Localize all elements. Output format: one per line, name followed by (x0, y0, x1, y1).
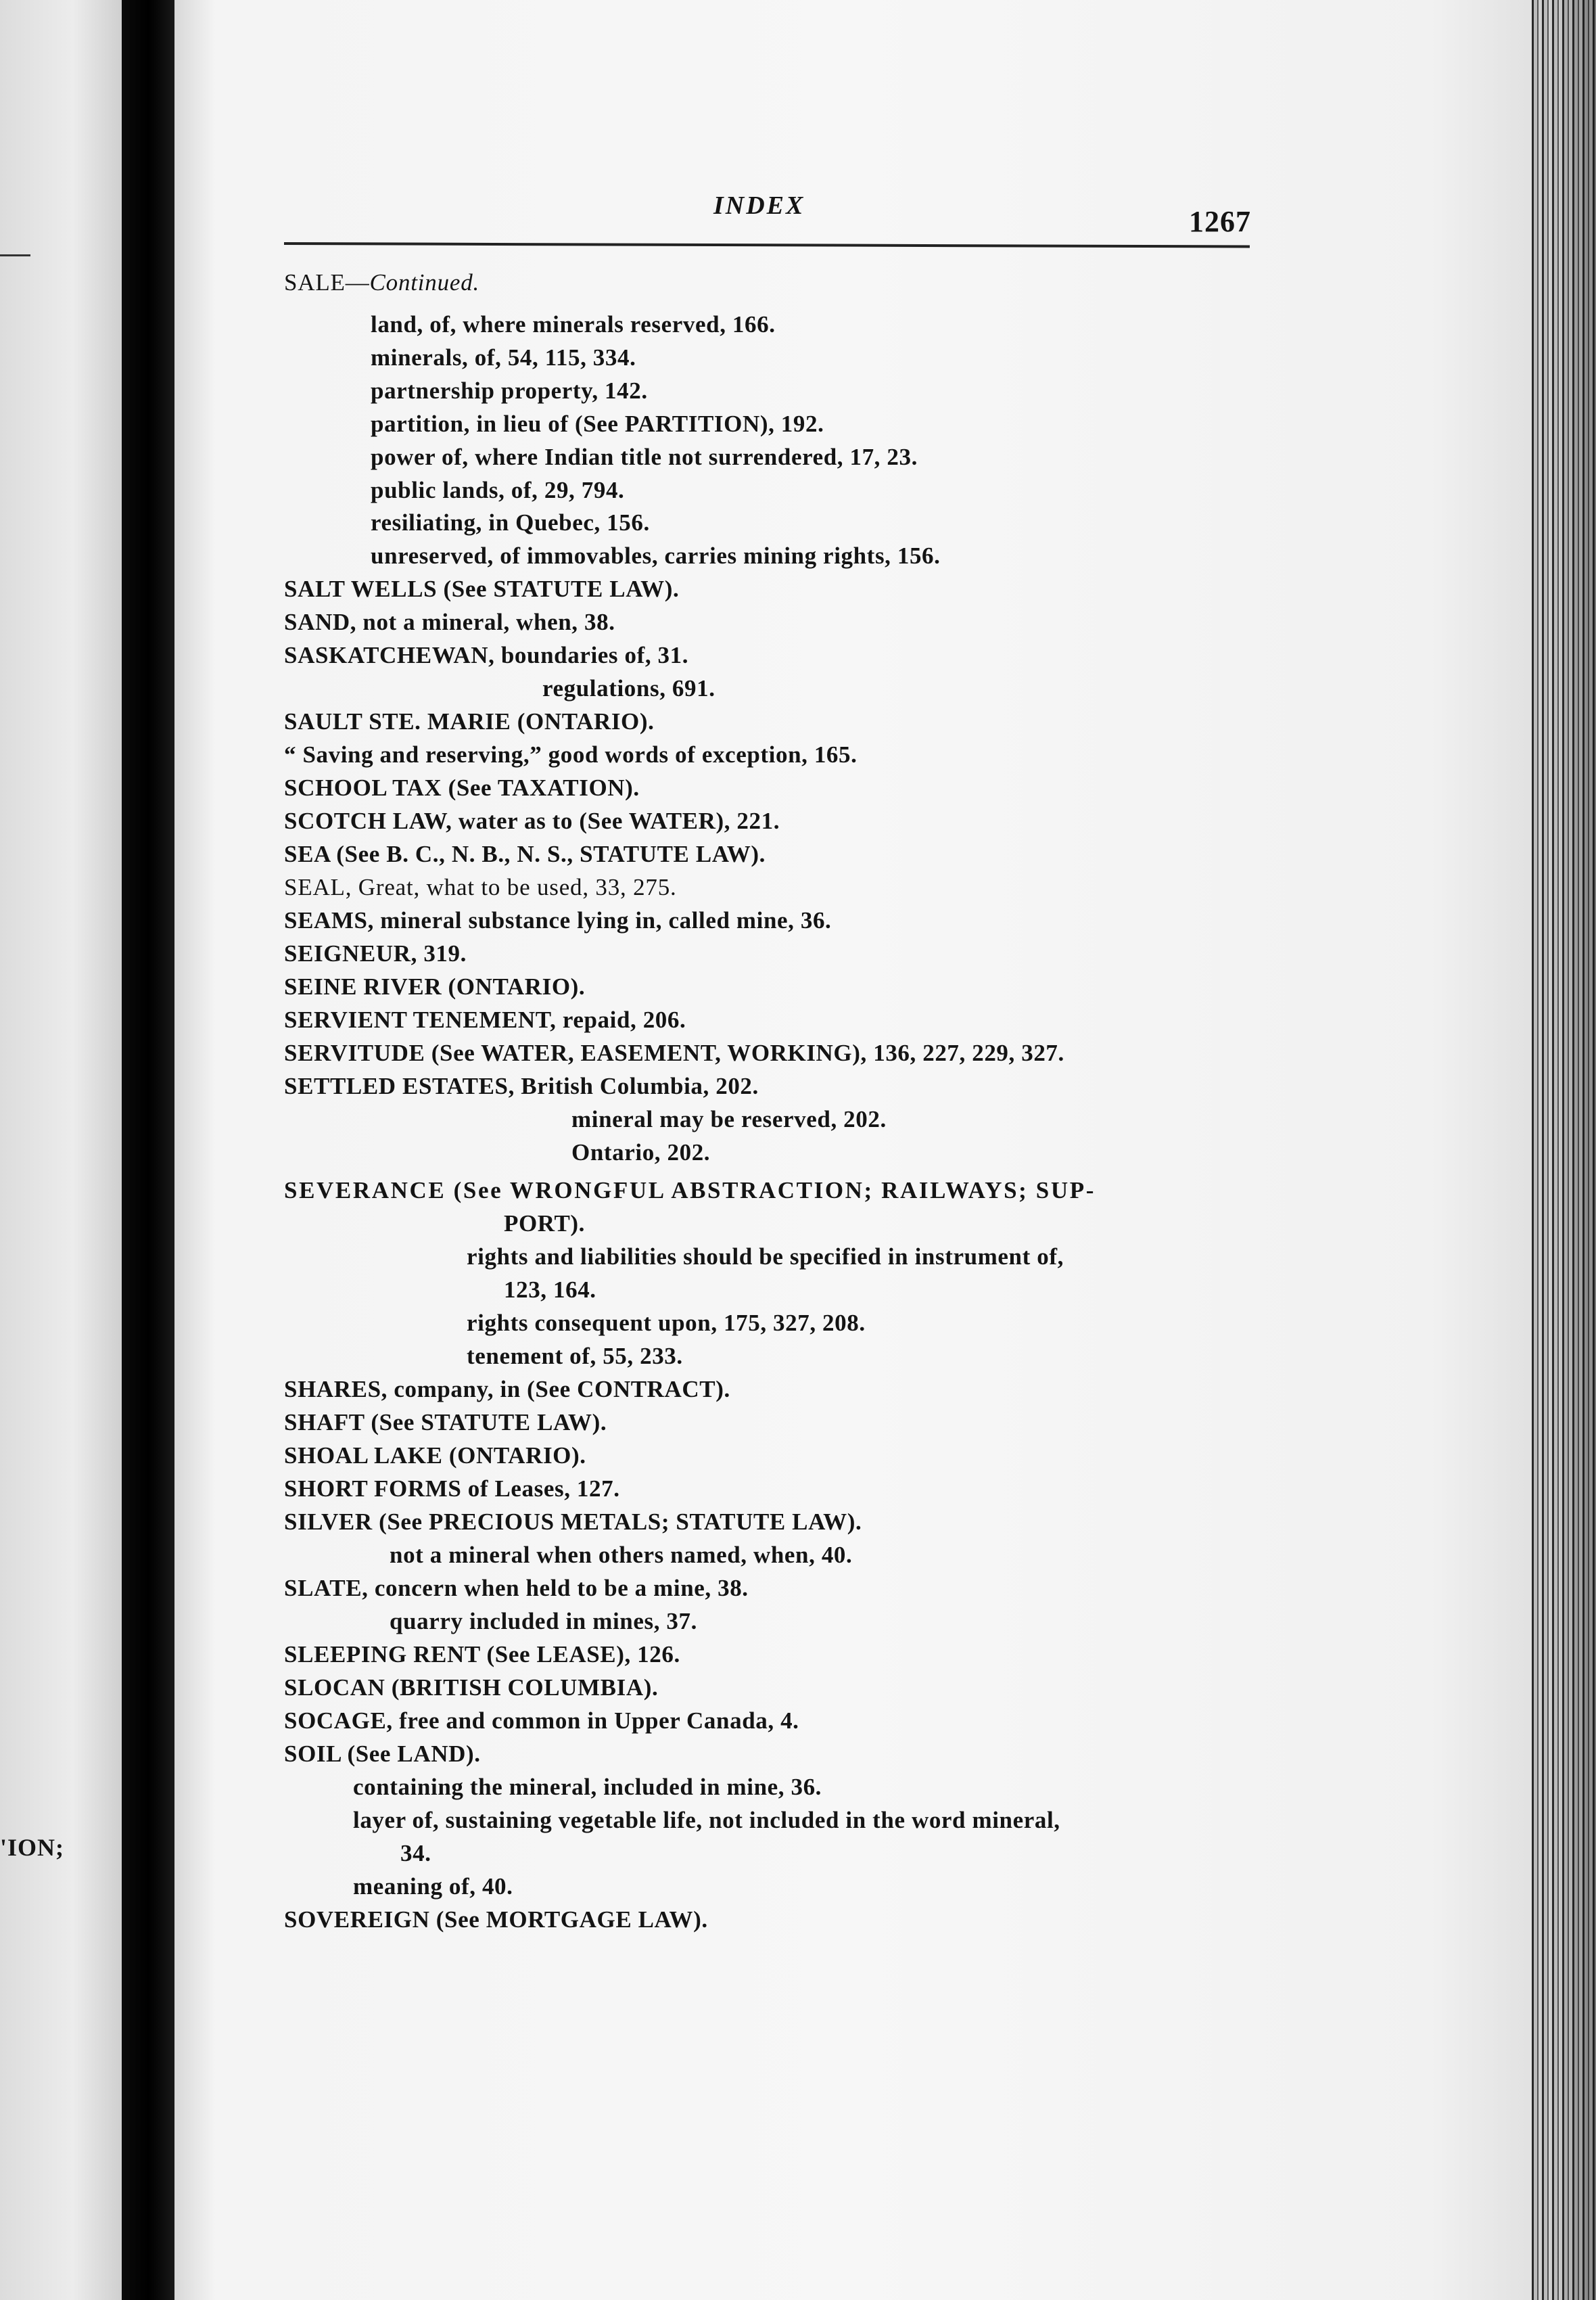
index-heading: SETTLED ESTATES, British Columbia, 202. (284, 1073, 759, 1099)
index-subentry: minerals, of, 54, 115, 334. (371, 344, 636, 371)
index-heading: SAND, not a mineral, when, 38. (284, 609, 615, 635)
index-heading: SLEEPING RENT (See LEASE), 126. (284, 1641, 680, 1668)
index-heading: SAULT STE. MARIE (ONTARIO). (284, 708, 655, 735)
facing-page-text-fragment: 'ION; (0, 1834, 64, 1861)
index-heading: SEIGNEUR, 319. (284, 940, 467, 967)
index-continuation: 123, 164. (504, 1276, 596, 1303)
index-heading: SEVERANCE (See WRONGFUL ABSTRACTION; RAILWAYS; SUP- (284, 1177, 1096, 1203)
continued-label: Continued. (369, 269, 480, 296)
index-heading: SOCAGE, free and common in Upper Canada, 4. (284, 1707, 799, 1734)
index-subentry: public lands, of, 29, 794. (371, 477, 625, 503)
running-head: INDEX (713, 191, 805, 220)
index-subentry: regulations, 691. (542, 675, 715, 702)
index-heading: SHORT FORMS of Leases, 127. (284, 1475, 620, 1502)
index-heading: SLOCAN (BRITISH COLUMBIA). (284, 1674, 659, 1701)
index-subentry: containing the mineral, included in mine, 36. (353, 1774, 822, 1800)
index-subentry: layer of, sustaining vegetable life, not included in the word mineral, (353, 1807, 1060, 1833)
index-heading: “ Saving and reserving,” good words of exception, 165. (284, 741, 858, 768)
index-subentry: land, of, where minerals reserved, 166. (371, 311, 776, 338)
page-number: 1267 (1189, 205, 1251, 238)
index-heading: SCHOOL TAX (See TAXATION). (284, 775, 640, 801)
index-heading: SERVIENT TENEMENT, repaid, 206. (284, 1007, 686, 1033)
index-heading: SALE—Continued. (284, 269, 480, 296)
index-subentry: Ontario, 202. (571, 1139, 711, 1166)
index-heading: SASKATCHEWAN, boundaries of, 31. (284, 642, 689, 668)
index-continuation: PORT). (504, 1210, 585, 1237)
index-subentry: partnership property, 142. (371, 377, 648, 404)
index-heading: SOVEREIGN (See MORTGAGE LAW). (284, 1906, 708, 1933)
index-heading: SLATE, concern when held to be a mine, 38. (284, 1575, 749, 1601)
index-heading: SHAFT (See STATUTE LAW). (284, 1409, 607, 1435)
index-subentry: unreserved, of immovables, carries mining rights, 156. (371, 543, 941, 569)
index-subentry: power of, where Indian title not surrendered, 17, 23. (371, 444, 918, 470)
index-subentry: not a mineral when others named, when, 40. (390, 1542, 853, 1568)
index-subentry: rights consequent upon, 175, 327, 208. (467, 1310, 866, 1336)
index-heading: SHOAL LAKE (ONTARIO). (284, 1442, 586, 1469)
index-heading: SOIL (See LAND). (284, 1741, 481, 1767)
index-heading: SCOTCH LAW, water as to (See WATER), 221. (284, 808, 780, 834)
index-heading: SALT WELLS (See STATUTE LAW). (284, 576, 680, 602)
index-subentry: rights and liabilities should be specified in instrument of, (467, 1243, 1064, 1270)
index-subentry: mineral may be reserved, 202. (571, 1106, 887, 1132)
index-continuation: 34. (400, 1840, 431, 1866)
index-heading: SERVITUDE (See WATER, EASEMENT, WORKING), 136, 227, 229, 327. (284, 1040, 1064, 1066)
index-subentry: quarry included in mines, 37. (390, 1608, 697, 1634)
index-subentry: meaning of, 40. (353, 1873, 513, 1900)
index-heading: SHARES, company, in (See CONTRACT). (284, 1376, 730, 1402)
index-heading: SEAL, Great, what to be used, 33, 275. (284, 874, 677, 900)
index-heading: SEINE RIVER (ONTARIO). (284, 973, 586, 1000)
index-heading: SEAMS, mineral substance lying in, called mine, 36. (284, 907, 832, 934)
index-heading: SEA (See B. C., N. B., N. S., STATUTE LAW). (284, 841, 766, 867)
index-subentry: partition, in lieu of (See PARTITION), 192. (371, 411, 824, 437)
index-heading: SILVER (See PRECIOUS METALS; STATUTE LAW). (284, 1509, 862, 1535)
index-subentry: resiliating, in Quebec, 156. (371, 509, 650, 536)
index-subentry: tenement of, 55, 233. (467, 1343, 683, 1369)
